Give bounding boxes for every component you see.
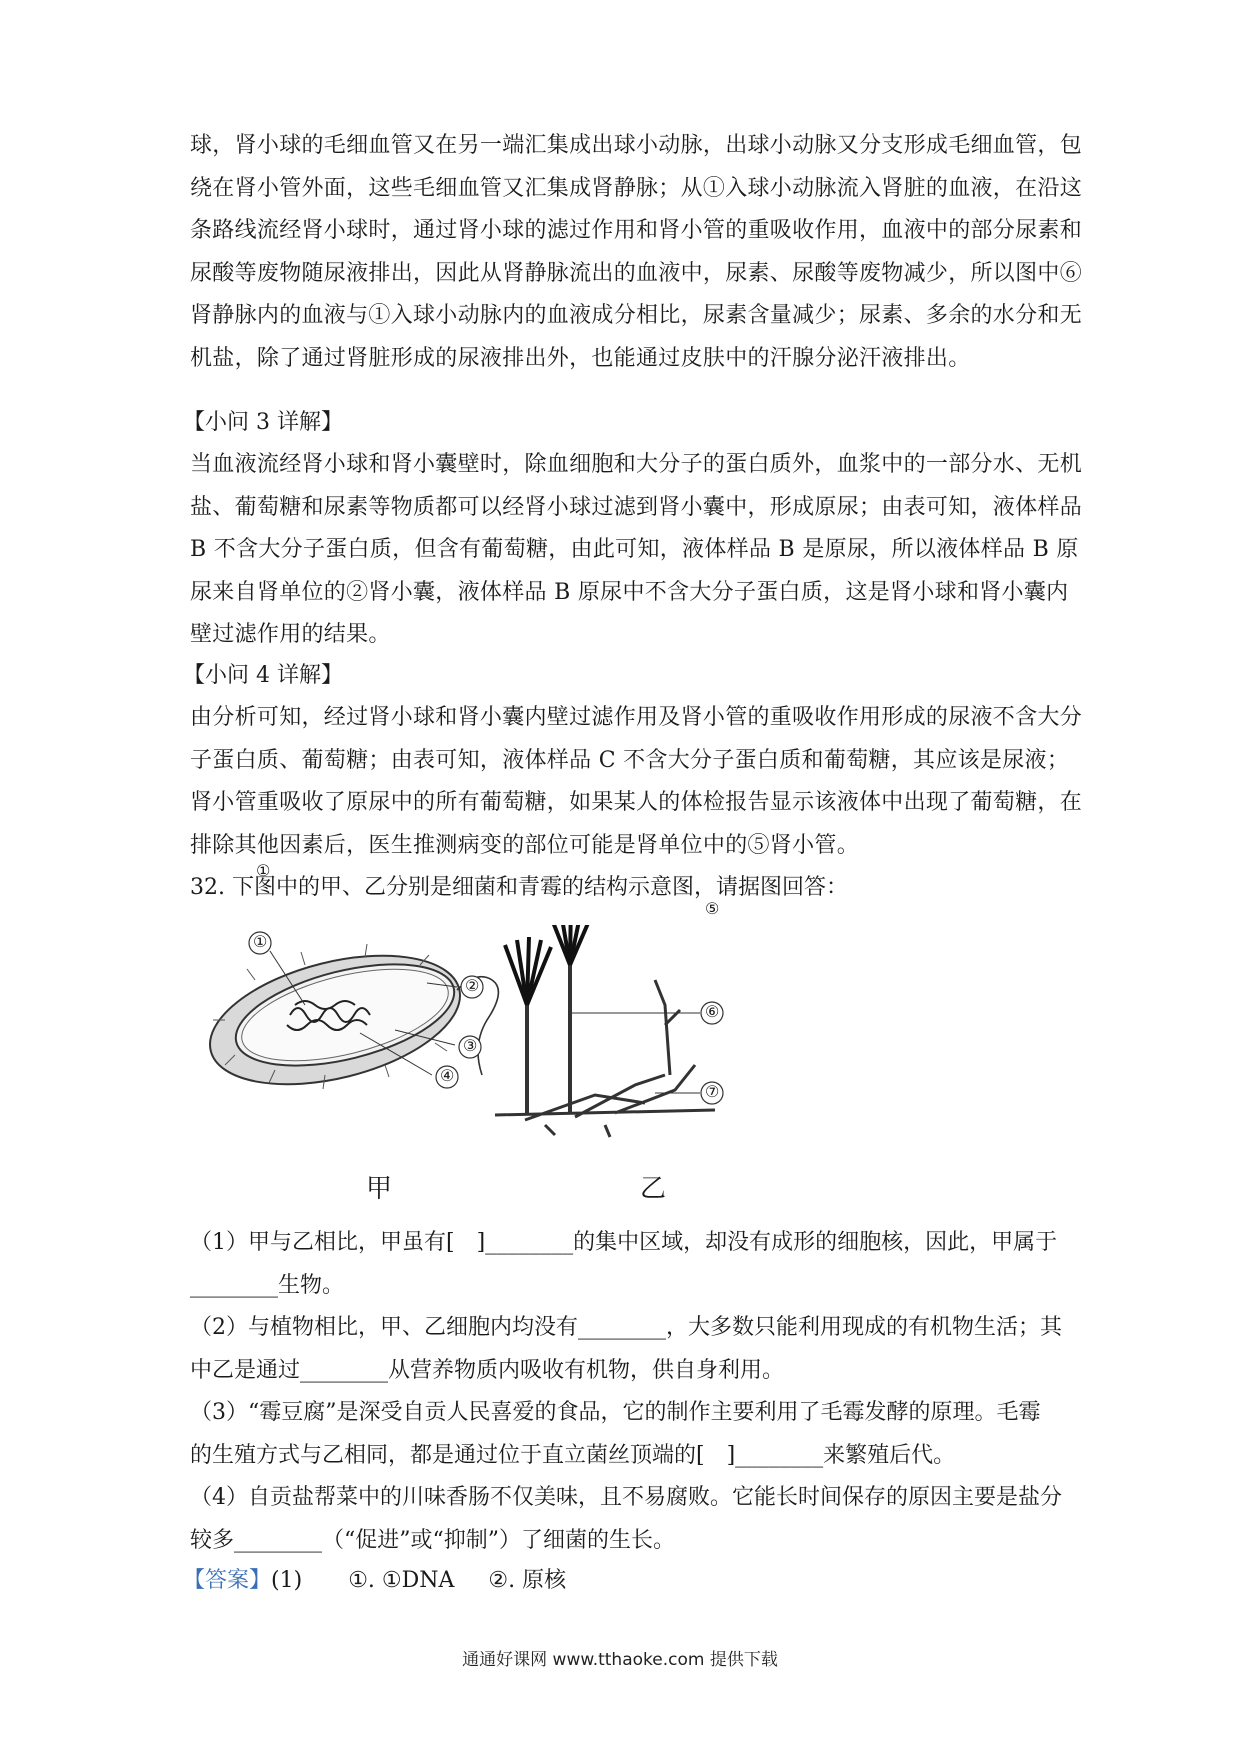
penicillium-illustration — [495, 925, 723, 1137]
text-line: 当血液流经肾小球和肾小囊壁时，除血细胞和大分子的蛋白质外，血浆中的一部分水、无机 — [190, 452, 1083, 477]
text-line: 壁过滤作用的结果。 — [190, 622, 391, 647]
marker-1-label: ① — [253, 932, 268, 951]
text-line: 绕在肾小管外面，这些毛细血管又汇集成肾静脉；从①入球小动脉流入肾脏的血液，在沿这 — [190, 175, 1083, 201]
answer-item-2: ②. 原核 — [488, 1568, 567, 1593]
figure-label-jia: 甲 — [366, 1174, 393, 1204]
answer-part: (1) — [271, 1568, 303, 1593]
answer-item-1: ①. ①DNA — [348, 1568, 455, 1593]
answer-tag: 【答案】 — [183, 1568, 272, 1593]
text-line: 中乙是通过________从营养物质内吸收有机物，供自身利用。 — [190, 1357, 785, 1383]
q3-explanation — [190, 444, 1083, 657]
marker-7-label: ⑦ — [705, 1082, 720, 1101]
marker-6-label: ⑥ — [705, 1002, 720, 1021]
marker-5-label: ⑤ — [705, 899, 720, 918]
text-line: 盐、葡萄糖和尿素等物质都可以经肾小球过滤到肾小囊中，形成原尿；由表可知，液体样品 — [190, 494, 1083, 520]
text-line: 由分析可知，经过肾小球和肾小囊内壁过滤作用及肾小管的重吸收作用形成的尿液不含大分 — [190, 705, 1083, 730]
text-line: 子蛋白质、葡萄糖；由表可知，液体样品 C 不含大分子蛋白质和葡萄糖，其应该是尿液； — [190, 747, 1070, 773]
question-32-stem: 32. 下图中的甲、乙分别是细菌和青霉的结构示意图，请据图回答： — [190, 875, 848, 900]
marker-3-label: ③ — [463, 1036, 478, 1055]
subquestion-2 — [190, 1307, 1070, 1392]
analysis-continuation — [190, 125, 1083, 380]
page-footer: 通通好课网 www.tthaoke.com 提供下载 — [462, 1650, 778, 1670]
text-line: 尿来自肾单位的②肾小囊，液体样品 B 原尿中不含大分子蛋白质，这是肾小球和肾小囊内 — [190, 579, 1069, 605]
q4-explanation — [190, 697, 1083, 867]
marker-1: ① — [256, 861, 271, 880]
text-line: 排除其他因素后，医生推测病变的部位可能是肾单位中的⑤肾小管。 — [190, 832, 860, 858]
q4-heading: 【小问 4 详解】 — [183, 663, 343, 688]
text-line: 尿酸等废物随尿液排出，因此从肾静脉流出的血液中，尿素、尿酸等废物减少，所以图中⑥ — [190, 260, 1083, 286]
text-line: 机盐，除了通过肾脏形成的尿液排出外，也能通过皮肤中的汗腺分泌汗液排出。 — [190, 345, 971, 371]
text-line: （2）与植物相比，甲、乙细胞内均没有________，大多数只能利用现成的有机物生活；其 — [190, 1315, 1062, 1340]
text-line: （3）“霉豆腐”是深受自贡人民喜爱的食品，它的制作主要利用了毛霉发酵的原理。毛霉 — [190, 1400, 1041, 1425]
text-line: （4）自贡盐帮菜中的川味香肠不仅美味，且不易腐败。它能长时间保存的原因主要是盐分 — [190, 1485, 1063, 1510]
text-line: 条路线流经肾小球时，通过肾小球的滤过作用和肾小管的重吸收作用，血液中的部分尿素和 — [190, 218, 1083, 243]
marker-4-label: ④ — [440, 1066, 455, 1085]
text-line: 较多________（“促进”或“抑制”）了细菌的生长。 — [190, 1527, 675, 1553]
text-line: B 不含大分子蛋白质，但含有葡萄糖，由此可知，液体样品 B 是原尿，所以液体样品 B 原 — [190, 537, 1079, 562]
subquestion-1 — [190, 1222, 1070, 1307]
q3-heading: 【小问 3 详解】 — [183, 410, 343, 435]
subquestion-3 — [190, 1392, 1070, 1477]
text-line: 肾小管重吸收了原尿中的所有葡萄糖，如果某人的体检报告显示该液体中出现了葡萄糖，在 — [190, 790, 1083, 815]
subquestion-4 — [190, 1477, 1070, 1562]
bacteria-penicillium-diagram — [195, 925, 835, 1225]
text-line: 肾静脉内的血液与①入球小动脉内的血液成分相比，尿素含量减少；尿素、多余的水分和无 — [190, 303, 1083, 328]
text-line: （1）甲与乙相比，甲虽有[ ]________的集中区域，却没有成形的细胞核，因此，甲属于 — [190, 1230, 1058, 1255]
text-line: 球，肾小球的毛细血管又在另一端汇集成出球小动脉，出球小动脉又分支形成毛细血管，包 — [190, 133, 1083, 158]
answer-line — [183, 1560, 566, 1602]
text-line: 的生殖方式与乙相同，都是通过位于直立菌丝顶端的[ ]________来繁殖后代。 — [190, 1442, 956, 1468]
marker-2-label: ② — [465, 976, 480, 995]
text-line: ________生物。 — [190, 1272, 345, 1298]
figure-label-yi: 乙 — [640, 1174, 667, 1204]
